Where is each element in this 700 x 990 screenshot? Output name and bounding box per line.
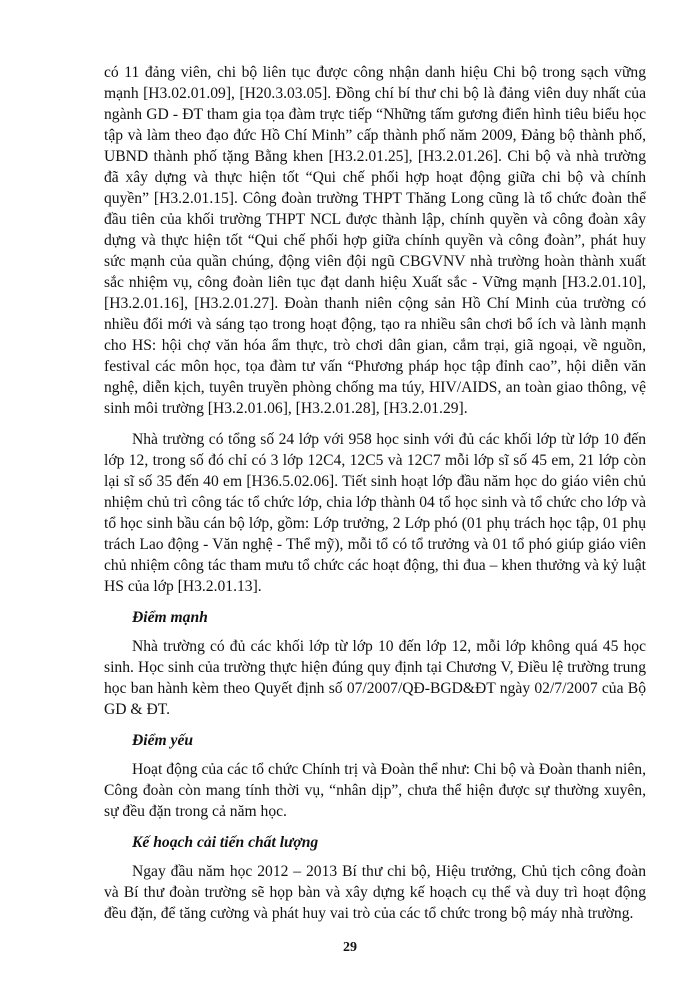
paragraph-strengths: Nhà trường có đủ các khối lớp từ lớp 10 đến lớp 12, mỗi lớp không quá 45 học sinh. Học sinh của trường thực hiện đúng quy định tại Chương V, Điều lệ trường trung học ban hành kèm theo Quyết định số 07/2007/QĐ-BGD&ĐT ngày 02/7/2007 của Bộ GD & ĐT. <box>104 638 646 718</box>
document-body <box>104 62 646 934</box>
paragraph-improvement-plan: Ngay đầu năm học 2012 – 2013 Bí thư chi bộ, Hiệu trưởng, Chủ tịch công đoàn và Bí thư đoàn trường sẽ họp bàn và xây dựng kế hoạch cụ thể và duy trì hoạt động đều đặn, để tăng cường và phát huy vai trò của các tổ chức trong bộ máy nhà trường. <box>104 863 646 922</box>
paragraph-party-cell-union: có 11 đảng viên, chi bộ liên tục được công nhận danh hiệu Chi bộ trong sạch vững mạnh [H3.02.01.09], [H20.3.03.05]. Đồng chí bí thư chi bộ là đảng viên duy nhất của ngành GD - ĐT tham gia tọa đàm trực tiếp “Những tấm gương điển hình tiêu biểu học tập và làm theo đạo đức Hồ Chí Minh” cấp thành phố năm 2009, Đảng bộ thành phố, UBND thành phố tặng Bằng khen [H3.2.01.25], [H3.2.01.26]. Chi bộ và nhà trường đã xây dựng và thực hiện tốt “Qui chế phối hợp hoạt động giữa chi bộ và chính quyền” [H3.2.01.15]. Công đoàn trường THPT Thăng Long cũng là tổ chức đoàn thể đầu tiên của khối trường THPT NCL được thành lập, chính quyền và công đoàn xây dựng và thực hiện tốt “Qui chế phối hợp giữa chính quyền và công đoàn”, phát huy sức mạnh của quần chúng, động viên đội ngũ CBGVNV nhà trường hoàn thành xuất sắc nhiệm vụ, công đoàn liên tục đạt danh hiệu Xuất sắc - Vững mạnh [H3.2.01.10], [H3.2.01.16], [H3.2.01.27]. Đoàn thanh niên cộng sản Hồ Chí Minh của trường có nhiều đổi mới và sáng tạo trong hoạt động, tạo ra nhiều sân chơi bổ ích và lành mạnh cho HS: hội chợ văn hóa ẩm thực, trò chơi dân gian, cắm trại, giã ngoại, về nguồn, festival các môn học, tọa đàm tư vấn “Phương pháp học tập đỉnh cao”, hội diễn văn nghệ, diễn kịch, tuyên truyền phòng chống ma túy, HIV/AIDS, an toàn giao thông, vệ sinh môi trường [H3.2.01.06], [H3.2.01.28], [H3.2.01.29]. <box>104 64 646 417</box>
heading-improvement-plan: Kế hoạch cải tiến chất lượng <box>132 834 319 851</box>
paragraph-class-organization: Nhà trường có tổng số 24 lớp với 958 học sinh với đủ các khối lớp từ lớp 10 đến lớp 12, trong số đó chỉ có 3 lớp 12C4, 12C5 và 12C7 mỗi lớp sĩ số 45 em, 21 lớp còn lại sĩ số 35 đến 40 em [H36.5.02.06]. Tiết sinh hoạt lớp đầu năm học do giáo viên chủ nhiệm chủ trì công tác tổ chức lớp, chia lớp thành 04 tổ học sinh và tổ chức cho lớp và tổ học sinh bầu cán bộ lớp, gồm: Lớp trưởng, 2 Lớp phó (01 phụ trách học tập, 01 phụ trách Lao động - Văn nghệ - Thể mỹ), mỗi tổ có tổ trưởng và 01 tổ phó giúp giáo viên chủ nhiệm công tác tham mưu tổ chức các hoạt động, thi đua – khen thưởng và kỷ luật HS của lớp [H3.2.01.13]. <box>104 431 646 595</box>
heading-strengths: Điểm mạnh <box>132 609 208 626</box>
page-number: 29 <box>343 940 357 955</box>
heading-weaknesses: Điểm yếu <box>132 732 194 749</box>
paragraph-weaknesses: Hoạt động của các tổ chức Chính trị và Đoàn thể như: Chi bộ và Đoàn thanh niên, Công đoàn còn mang tính thời vụ, “nhân dịp”, chưa thể hiện được sự thường xuyên, sự đều đặn trong cả năm học. <box>104 761 646 820</box>
